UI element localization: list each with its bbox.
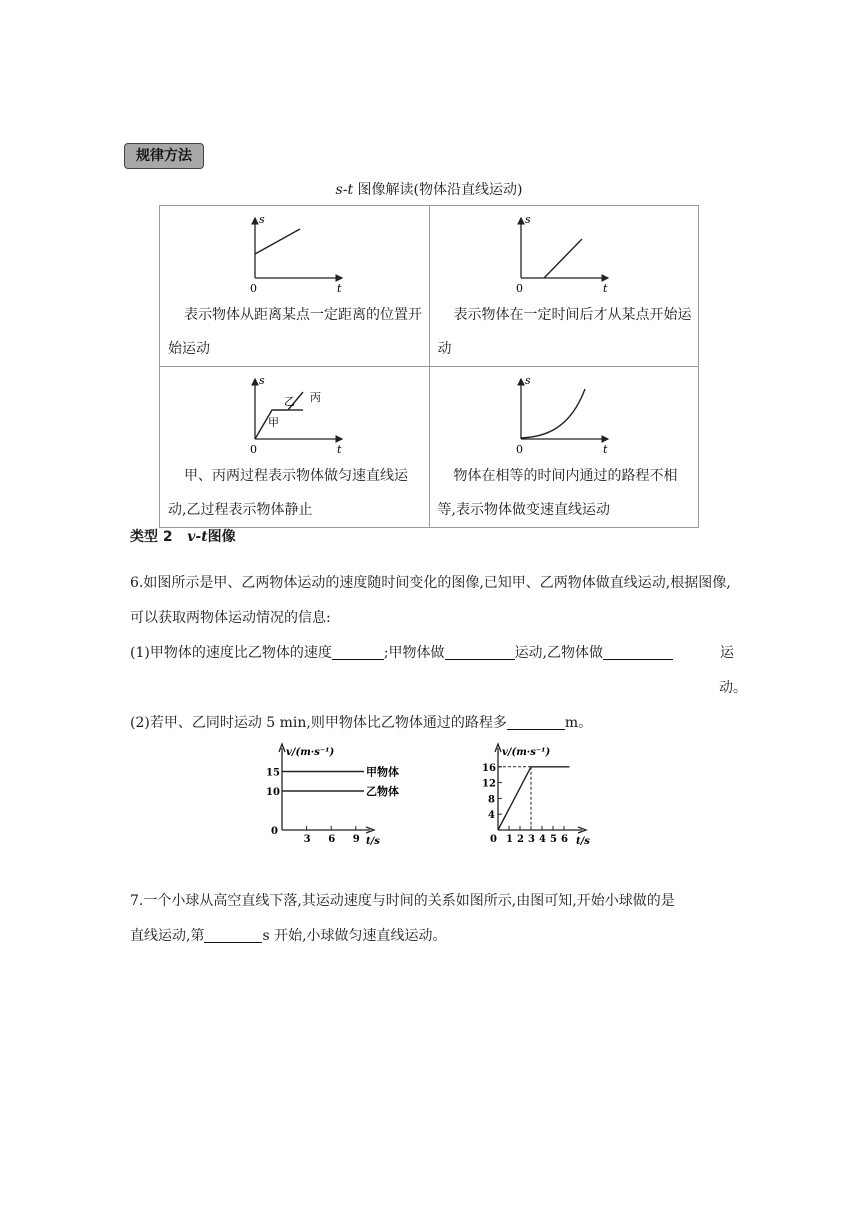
series-line-1 — [498, 767, 570, 830]
q6-p2-b: m。 — [564, 715, 593, 731]
x-axis-label: t — [602, 282, 607, 295]
st-graph-3 — [160, 371, 428, 457]
q7-b: 直线运动,第 — [130, 928, 205, 944]
answer-blank[interactable] — [204, 926, 262, 943]
y-tick-label: 10 — [266, 787, 280, 798]
st-cell-4-text: 物体在相等的时间内通过的路程不相等,表示物体做变速直线运动 — [437, 468, 678, 518]
x-tick-label: 5 — [550, 834, 557, 845]
q6-p1-tail — [130, 636, 747, 706]
q6-intro: 6.如图所示是甲、乙两物体运动的速度随时间变化的图像,已知甲、乙两物体做直线运动,根据图像,可以获取两物体运动情况的信息: — [130, 575, 731, 626]
x-tick-label: 2 — [517, 834, 524, 845]
st-cell-4 — [429, 367, 699, 528]
q6-p1-c: 运动,乙物体做 — [514, 645, 604, 661]
st-cell-2 — [429, 206, 699, 367]
x-tick-label: 3 — [528, 834, 535, 845]
origin-label: 0 — [250, 282, 257, 295]
st-graph-table — [159, 205, 699, 528]
chart1-ylabel: v/(m·s⁻¹) — [286, 747, 335, 758]
x-axis-label: t — [337, 443, 342, 456]
vt-chart-2 — [478, 738, 608, 850]
y-tick-label: 8 — [488, 794, 495, 806]
origin-label: 0 — [515, 443, 523, 456]
answer-blank[interactable] — [507, 713, 565, 730]
st-cell-1 — [160, 206, 430, 367]
q6-p1-d: 运动。 — [719, 645, 747, 696]
y-tick-label: 12 — [482, 778, 496, 790]
heading-suffix: 图像 — [207, 529, 236, 545]
segment-label-jia: 甲 — [268, 416, 279, 429]
heading-prefix: 类型 2 — [130, 529, 173, 545]
vt-chart-1 — [262, 738, 412, 850]
method-tag: 规律方法 — [124, 143, 204, 169]
x-tick-label: 6 — [328, 834, 336, 845]
caption-var: s-t — [335, 182, 354, 198]
segment-label-bing: 丙 — [310, 391, 321, 404]
st-graph-2 — [430, 210, 698, 296]
y-axis-label: s — [524, 213, 531, 226]
st-cell-3 — [160, 367, 430, 528]
y-tick-label: 4 — [488, 810, 495, 822]
y-tick-label: 16 — [482, 762, 496, 774]
y-axis-label: s — [259, 213, 265, 226]
q6-p1-a: (1)甲物体的速度比乙物体的速度 — [130, 645, 332, 661]
y-tick-label: 15 — [266, 767, 280, 779]
y-tick-label: 0 — [271, 826, 278, 837]
origin-label: 0 — [515, 282, 523, 295]
caption-text: 图像解读(物体沿直线运动) — [353, 182, 523, 198]
chart1-xlabel: t/s — [366, 836, 380, 847]
section-heading — [130, 526, 236, 546]
st-cell-2-text: 表示物体在一定时间后才从某点开始运动 — [437, 307, 692, 357]
q7-part1: 7.一个小球从高空直线下落,其运动速度与时间的关系如图所示,由图可知,开始小球做的是 — [130, 893, 675, 909]
q6-p2-a: (2)若甲、乙同时运动 5 min,则甲物体比乙物体通过的路程多 — [130, 715, 507, 731]
x-tick-label: 0 — [490, 834, 497, 845]
x-tick-label: 1 — [506, 834, 513, 845]
series-label-1: 甲物体 — [366, 765, 399, 779]
x-tick-label: 3 — [303, 834, 311, 845]
y-axis-label: s — [524, 374, 531, 387]
st-graph-4 — [430, 371, 698, 457]
x-tick-label: 4 — [539, 834, 546, 845]
heading-var: v-t — [187, 529, 208, 545]
q7-part2 — [130, 919, 734, 954]
y-axis-label: s — [259, 374, 265, 387]
q7-c: s 开始,小球做匀速直线运动。 — [262, 928, 447, 944]
series-label-2: 乙物体 — [366, 785, 399, 798]
segment-label-yi: 乙 — [284, 395, 295, 408]
chart2-xlabel: t/s — [576, 836, 590, 847]
x-axis-label: t — [337, 282, 342, 295]
table-caption — [160, 179, 698, 199]
x-tick-label: 9 — [352, 834, 360, 845]
origin-label: 0 — [250, 443, 257, 456]
st-cell-1-text: 表示物体从距离某点一定距离的位置开始运动 — [168, 307, 422, 357]
st-graph-1 — [160, 210, 428, 296]
q6-part2 — [130, 706, 734, 741]
x-axis-label: t — [602, 443, 607, 456]
q6-p1-b: ;甲物体做 — [383, 645, 445, 661]
x-tick-label: 6 — [561, 834, 568, 845]
chart2-ylabel: v/(m·s⁻¹) — [502, 747, 551, 758]
st-cell-3-text: 甲、丙两过程表示物体做匀速直线运动,乙过程表示物体静止 — [168, 468, 408, 518]
